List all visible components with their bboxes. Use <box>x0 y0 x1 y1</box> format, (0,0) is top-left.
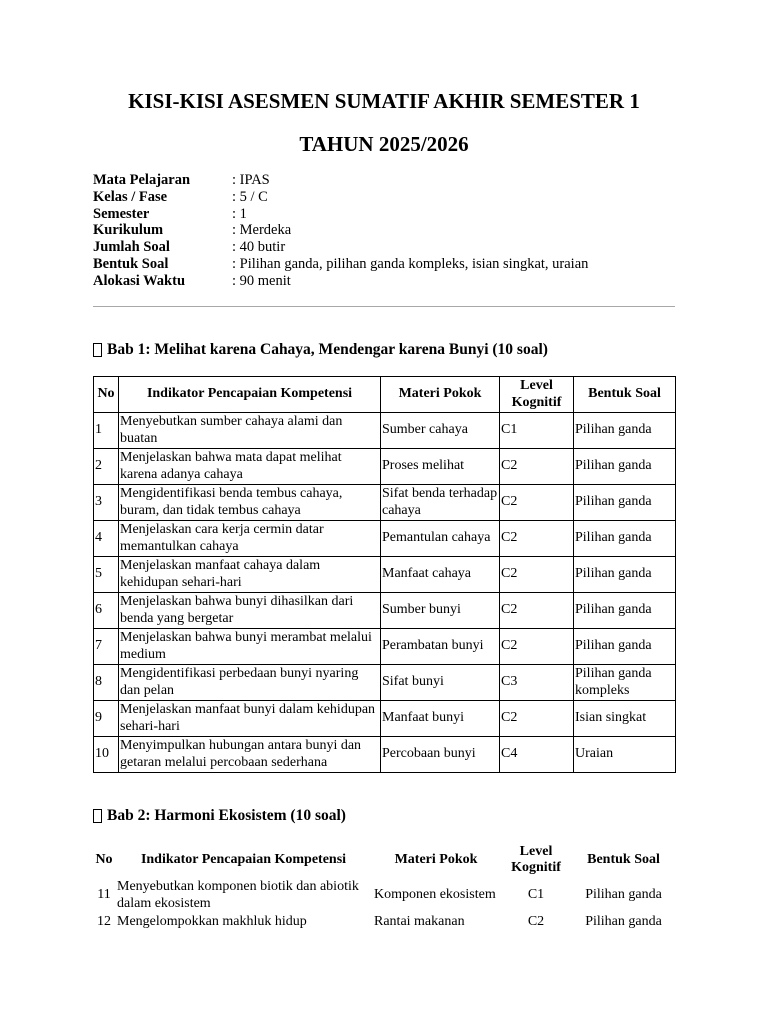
cell-bentuk: Pilihan ganda <box>585 887 662 903</box>
cell-no: 10 <box>94 737 119 773</box>
cell-bentuk: Uraian <box>574 737 676 773</box>
cell-materi: Proses melihat <box>381 449 500 485</box>
table-row <box>93 878 675 913</box>
header-materi: Materi Pokok <box>381 377 500 413</box>
meta-value: : 1 <box>232 205 247 222</box>
header-materi: Materi Pokok <box>394 851 478 867</box>
table-row <box>94 665 676 701</box>
meta-label: Kurikulum <box>93 222 164 239</box>
cell-level: C3 <box>500 665 574 701</box>
cell-indikator: Menjelaskan manfaat bunyi dalam kehidupan sehari-hari <box>119 701 381 737</box>
cell-level: C1 <box>500 413 574 449</box>
cell-level: C2 <box>500 593 574 629</box>
cell-materi: Sumber cahaya <box>381 413 500 449</box>
meta-value: : IPAS <box>232 172 270 188</box>
meta-value: : 90 menit <box>232 272 291 289</box>
cell-level: C2 <box>527 913 545 929</box>
document-year: TAHUN 2025/2026 <box>299 132 469 156</box>
horizontal-divider <box>93 306 675 307</box>
header-indikator: Indikator Pencapaian Kompetensi <box>119 377 381 413</box>
cell-materi: Pemantulan cahaya <box>381 521 500 557</box>
cell-no: 9 <box>94 701 119 737</box>
cell-materi: Komponen ekosistem <box>374 887 496 903</box>
section-title-text: Bab 1: Melihat karena Cahaya, Mendengar karena Bunyi (10 soal) <box>107 341 548 358</box>
cell-indikator: Menjelaskan cara kerja cermin datar memantulkan cahaya <box>119 521 381 557</box>
cell-bentuk: Pilihan ganda <box>574 449 676 485</box>
section-title-bab-2 <box>93 807 346 825</box>
cell-materi: Sifat benda terhadap cahaya <box>381 485 500 521</box>
meta-label: Kelas / Fase <box>93 188 168 205</box>
cell-materi: Sumber bunyi <box>381 593 500 629</box>
meta-value: : Pilihan ganda, pilihan ganda kompleks, isian singkat, uraian <box>232 255 589 272</box>
table-header-row <box>94 377 676 413</box>
header-bentuk: Bentuk Soal <box>574 377 676 413</box>
meta-label: Alokasi Waktu <box>93 272 186 289</box>
header-indikator: Indikator Pencapaian Kompetensi <box>140 851 347 867</box>
cell-bentuk: Pilihan ganda <box>574 485 676 521</box>
cell-indikator: Mengidentifikasi benda tembus cahaya, buram, dan tidak tembus cahaya <box>119 485 381 521</box>
cell-bentuk: Pilihan ganda kompleks <box>574 665 676 701</box>
cell-level: C2 <box>500 629 574 665</box>
cell-bentuk: Pilihan ganda <box>574 593 676 629</box>
cell-materi: Manfaat bunyi <box>381 701 500 737</box>
table-row <box>94 593 676 629</box>
cell-bentuk: Pilihan ganda <box>585 913 662 929</box>
meta-label: Jumlah Soal <box>93 239 170 256</box>
cell-materi: Percobaan bunyi <box>381 737 500 773</box>
cell-bentuk: Pilihan ganda <box>574 557 676 593</box>
cell-level: C4 <box>500 737 574 773</box>
cell-level: C1 <box>527 887 545 903</box>
cell-no: 11 <box>97 887 111 903</box>
cell-level: C2 <box>500 485 574 521</box>
table-row <box>94 737 676 773</box>
meta-label: Bentuk Soal <box>93 255 169 272</box>
cell-materi: Perambatan bunyi <box>381 629 500 665</box>
table-row <box>94 629 676 665</box>
missing-glyph-icon <box>93 809 102 823</box>
cell-level: C2 <box>500 701 574 737</box>
cell-no: 2 <box>94 449 119 485</box>
bab-2-table <box>93 842 675 931</box>
table-row <box>94 557 676 593</box>
cell-no: 3 <box>94 485 119 521</box>
cell-indikator: Menjelaskan bahwa bunyi merambat melalui medium <box>119 629 381 665</box>
bab-1-table <box>93 376 676 773</box>
meta-label: Mata Pelajaran <box>93 172 191 188</box>
cell-indikator: Menyebutkan sumber cahaya alami dan buatan <box>119 413 381 449</box>
header-level: Level Kognitif <box>511 843 561 875</box>
cell-no: 5 <box>94 557 119 593</box>
cell-bentuk: Isian singkat <box>574 701 676 737</box>
meta-row <box>93 172 588 189</box>
cell-indikator: Menyimpulkan hubungan antara bunyi dan getaran melalui percobaan sederhana <box>119 737 381 773</box>
cell-indikator: Menyebutkan komponen biotik dan abiotik dalam ekosistem <box>117 879 359 911</box>
meta-row <box>93 256 588 273</box>
cell-no: 12 <box>97 913 111 929</box>
header-no: No <box>94 377 119 413</box>
header-bentuk: Bentuk Soal <box>587 851 660 867</box>
missing-glyph-icon <box>93 343 102 357</box>
cell-no: 1 <box>94 413 119 449</box>
header-level: Level Kognitif <box>500 377 574 413</box>
meta-row <box>93 222 588 239</box>
table-row <box>94 449 676 485</box>
table-row <box>94 485 676 521</box>
meta-value: : 40 butir <box>232 239 286 256</box>
cell-indikator: Menjelaskan bahwa mata dapat melihat karena adanya cahaya <box>119 449 381 485</box>
cell-no: 6 <box>94 593 119 629</box>
table-row <box>94 701 676 737</box>
table-row <box>94 413 676 449</box>
header-no: No <box>95 851 113 867</box>
meta-value: : Merdeka <box>232 222 292 239</box>
meta-row <box>93 189 588 206</box>
cell-level: C2 <box>500 557 574 593</box>
cell-no: 4 <box>94 521 119 557</box>
meta-value: : 5 / C <box>232 188 268 205</box>
meta-row <box>93 206 588 223</box>
cell-materi: Rantai makanan <box>374 913 465 929</box>
meta-row <box>93 273 588 290</box>
cell-indikator: Menjelaskan bahwa bunyi dihasilkan dari benda yang bergetar <box>119 593 381 629</box>
section-title-text: Bab 2: Harmoni Ekosistem (10 soal) <box>107 807 346 824</box>
meta-info <box>93 172 588 290</box>
meta-label: Semester <box>93 205 150 222</box>
table-row <box>93 913 675 931</box>
cell-indikator: Mengelompokkan makhluk hidup <box>117 913 307 929</box>
cell-level: C2 <box>500 521 574 557</box>
cell-level: C2 <box>500 449 574 485</box>
meta-row <box>93 239 588 256</box>
cell-bentuk: Pilihan ganda <box>574 629 676 665</box>
cell-no: 8 <box>94 665 119 701</box>
section-title-bab-1 <box>93 341 548 359</box>
table-row <box>94 521 676 557</box>
cell-materi: Manfaat cahaya <box>381 557 500 593</box>
cell-bentuk: Pilihan ganda <box>574 521 676 557</box>
cell-bentuk: Pilihan ganda <box>574 413 676 449</box>
cell-indikator: Menjelaskan manfaat cahaya dalam kehidupan sehari-hari <box>119 557 381 593</box>
document-title: KISI-KISI ASESMEN SUMATIF AKHIR SEMESTER 1 <box>128 89 640 113</box>
cell-no: 7 <box>94 629 119 665</box>
cell-indikator: Mengidentifikasi perbedaan bunyi nyaring dan pelan <box>119 665 381 701</box>
cell-materi: Sifat bunyi <box>381 665 500 701</box>
table-header-row <box>93 842 675 878</box>
